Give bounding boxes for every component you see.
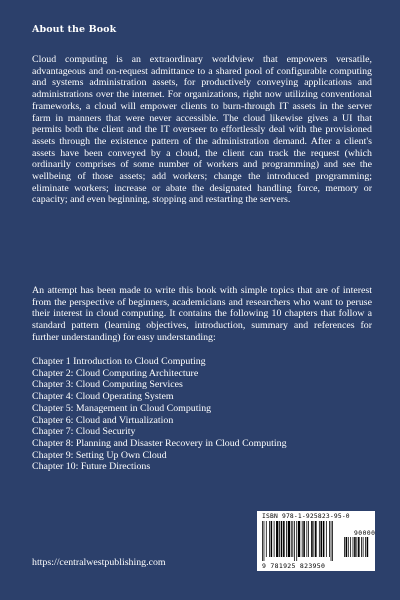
barcode-bar [344, 537, 345, 557]
barcode-bar [350, 537, 351, 557]
barcode-bar [269, 521, 270, 557]
barcode-bar [315, 521, 317, 557]
barcode-bar [331, 521, 332, 561]
section-heading: About the Book [32, 24, 117, 35]
barcode-bar [294, 521, 295, 561]
barcode-bar [283, 521, 285, 557]
barcode-bar [291, 521, 292, 557]
chapter-item-9: Chapter 9: Setting Up Own Cloud [32, 449, 167, 461]
barcode-bar [274, 521, 275, 557]
barcode-bar [264, 521, 265, 561]
barcode-bar [308, 521, 309, 557]
chapter-item-2: Chapter 2: Cloud Computing Architecture [32, 367, 199, 379]
barcode-bar [348, 537, 349, 557]
barcode-bar [303, 521, 305, 557]
chapter-item-7: Chapter 7: Cloud Security [32, 426, 136, 438]
description-paragraph-1: Cloud computing is an extraordinary worldview that empowers versatile, advantageous and on-request admittance to a shared pool of configurable computing and systems administration assets, for productively conveying applications and administrations over the internet. For organizations, right now utilizing conventional frameworks, a cloud will empower clients to burn-through IT assets in the server farm in manners that were never accessible. The cloud likewise gives a UI that permits both the client and the IT overseer to effortlessly deal with the provisioned assets through the existence pattern of the administration demand. After a client's assets have been conveyed by a cloud, the client can track the request (which ordinarily comprises of some number of workers and programming) and see the wellbeing of those assets; add workers; change the introduced programming; eliminate workers; increase or abate the designated handling force, memory or capacity; and even beginning, stopping and restarting the servers. [32, 54, 372, 206]
publisher-url: https://centralwestpublishing.com [32, 557, 166, 568]
barcode-bar [346, 537, 348, 557]
barcode-bar [298, 521, 300, 557]
barcode-bar [288, 521, 290, 557]
barcode-bar [365, 537, 366, 557]
barcode-bar [296, 521, 297, 561]
barcode-bar [329, 521, 330, 557]
barcode-bar [319, 521, 320, 557]
description-paragraph-2: An attempt has been made to write this book with simple topics that are of interest from the perspective of beginners, academicians and researchers who want to peruse their interest in cloud computing. It contains the following 10 chapters that follow a standard pattern (learning objectives, introduction, summary and references for further understanding) for easy understanding: [32, 285, 372, 343]
chapter-item-5: Chapter 5: Management in Cloud Computing [32, 402, 212, 414]
chapter-item-3: Chapter 3: Cloud Computing Services [32, 379, 183, 391]
chapter-item-10: Chapter 10: Future Directions [32, 461, 151, 473]
barcode-main-bars [262, 521, 340, 561]
barcode-bar [281, 521, 283, 557]
barcode-bar [353, 537, 354, 557]
barcode-bar [361, 537, 362, 557]
barcode-bar [326, 521, 327, 557]
isbn-label: ISBN 978-1-925823-95-0 [262, 513, 350, 520]
isbn-barcode [257, 511, 375, 571]
barcode-bar [332, 521, 333, 561]
barcode-bar [262, 521, 263, 561]
barcode-bar [266, 521, 267, 557]
barcode-addon-bars [344, 537, 370, 561]
barcode-bar [367, 537, 369, 557]
barcode-bar [311, 521, 313, 557]
barcode-bar [313, 521, 314, 557]
chapter-item-4: Chapter 4: Cloud Operating System [32, 391, 174, 403]
barcode-digits: 9 781925 823950 [262, 562, 326, 570]
barcode-bar [356, 537, 357, 557]
chapter-item-6: Chapter 6: Cloud and Virtualization [32, 414, 174, 426]
barcode-bar [358, 537, 360, 557]
barcode-bar [279, 521, 280, 557]
barcode-bar [354, 537, 356, 557]
barcode-bar [292, 521, 293, 557]
barcode-bar [306, 521, 307, 557]
barcode-bar [363, 537, 364, 557]
barcode-bars [262, 521, 376, 561]
barcode-bar [286, 521, 287, 557]
chapter-list [32, 356, 287, 473]
barcode-addon-code: 90000 [354, 530, 376, 537]
chapter-item-8: Chapter 8: Planning and Disaster Recovery in Cloud Computing [32, 437, 287, 449]
barcode-bar [276, 521, 278, 557]
barcode-bar [302, 521, 303, 557]
barcode-bar [271, 521, 273, 557]
chapter-item-1: Chapter 1 Introduction to Cloud Computing [32, 356, 206, 367]
barcode-bar [323, 521, 325, 557]
barcode-bar [321, 521, 323, 557]
